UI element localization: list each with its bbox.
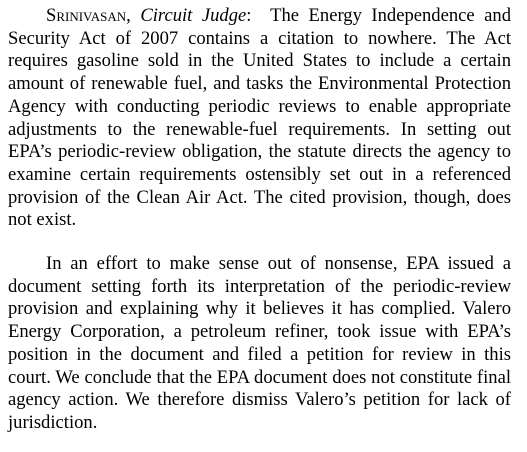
author-colon: : [246, 5, 252, 26]
author-separator: , [126, 5, 141, 26]
paragraph-1-text: The Energy Independence and Security Act of 2007 contains a citation to nowhere. The Act requires gasoline sold in the United States to include a certain amount of renewable fuel, and tasks the Environmental Protection Agency with conducting periodic reviews to enable appropriate adjustments to the renewable-fuel requirements. In setting out EPA’s periodic-review obligation, the statute directs the agency to examine certain requirements ostensibly set out in a referenced provision of the Clean Air Act. The cited provision, though, does not exist. [8, 5, 512, 231]
author-title: Circuit Judge [140, 5, 247, 26]
opinion-paragraph-2 [8, 253, 511, 435]
opinion-page [8, 5, 511, 435]
opinion-paragraph-1 [8, 5, 511, 232]
author-name: Srinivasan [46, 5, 127, 26]
paragraph-2-text: In an effort to make sense out of nonsense, EPA issued a document setting forth its interpretation of the periodic-review provision and explaining why it believes it has complied. Valero Energy Corporation, a petroleum refiner, took issue with EPA’s position in the document and filed a petition for review in this court. We conclude that the EPA document does not constitute final agency action. We therefore dismiss Valero’s petition for lack of jurisdiction. [8, 253, 511, 433]
